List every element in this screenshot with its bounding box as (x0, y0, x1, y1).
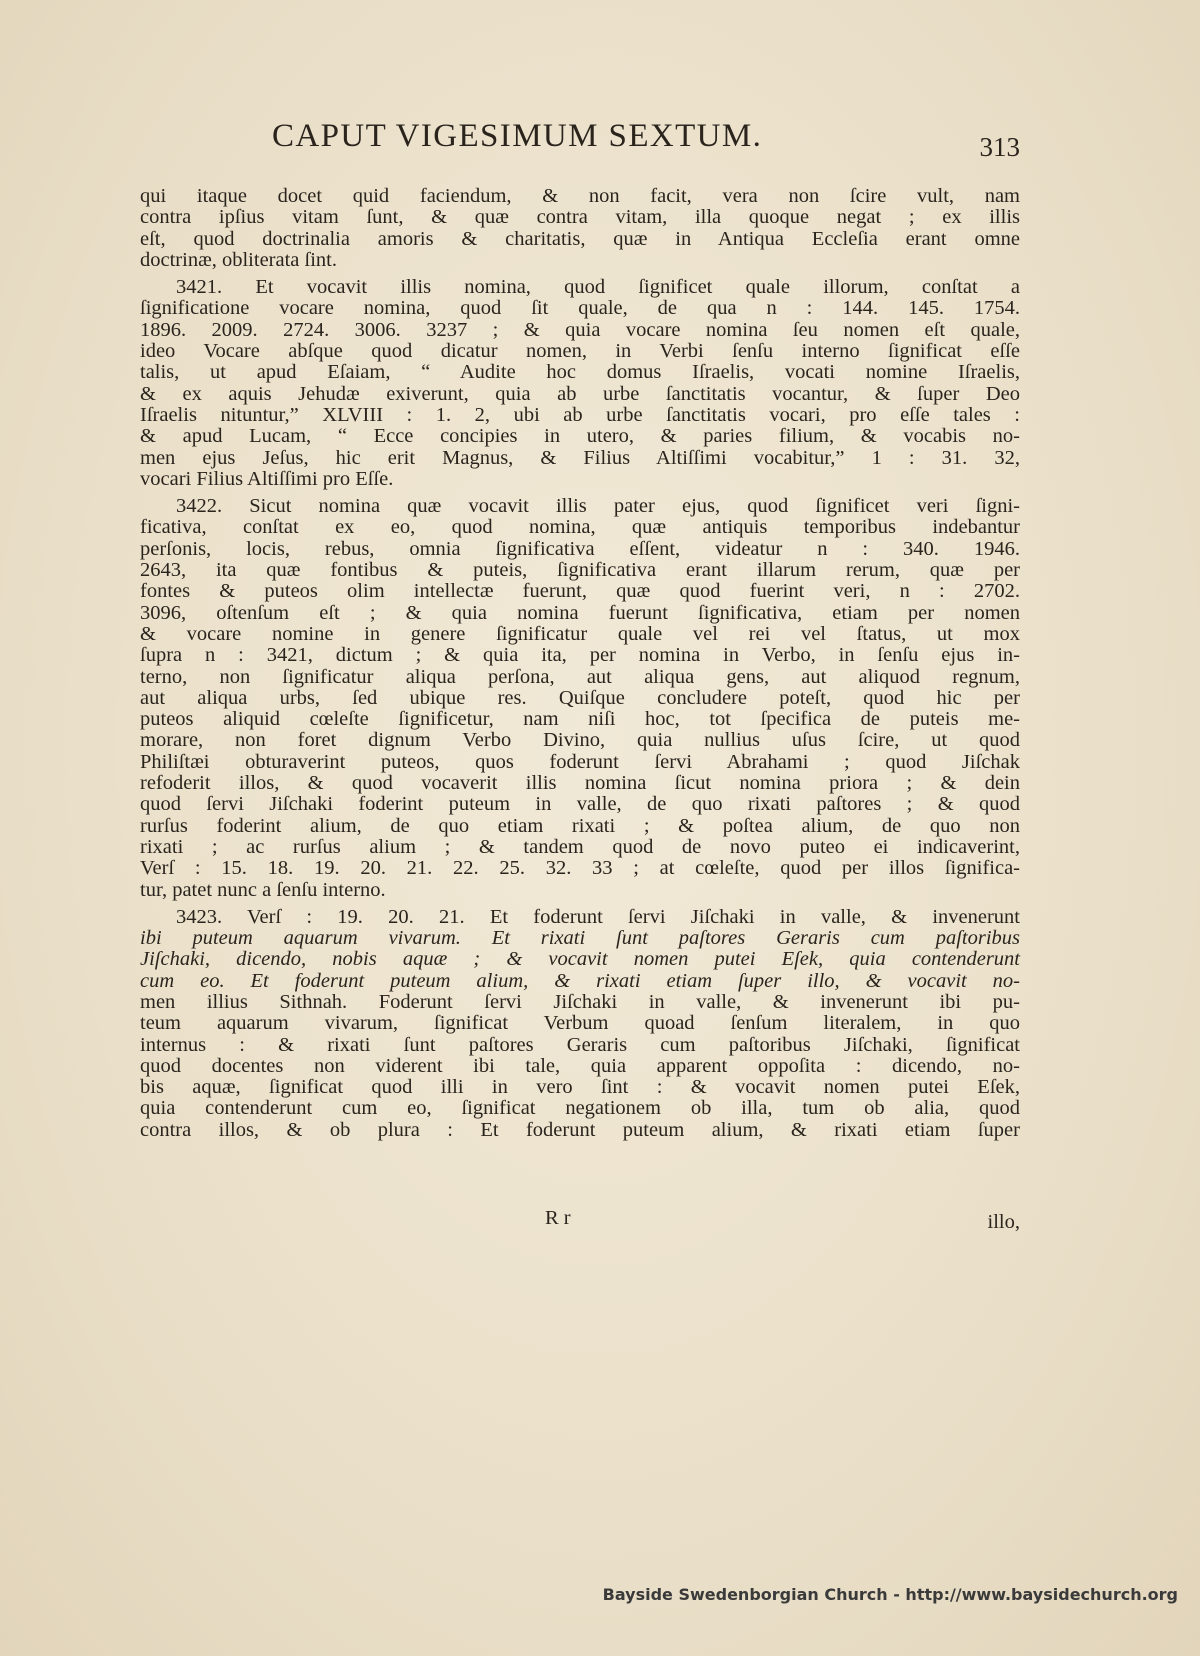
text-line: 3096, oſtenſum eſt ; & quia nomina fuerunt ſignificativa, etiam per nomen (140, 601, 1020, 624)
text-line: rixati ; ac rurſus alium ; & tandem quod de novo puteo ei indicaverint, (140, 835, 1020, 858)
paragraph-3423-start: 3423. Verſ : 19. 20. 21. Et foderunt ſervi Jiſchaki in valle, & invenerunt (176, 905, 1020, 928)
paragraph-3421-start: 3421. Et vocavit illis nomina, quod ſignificet quale illorum, conſtat a (176, 276, 1020, 299)
text-line: teum aquarum vivarum, ſignificat Verbum quoad ſenſum literalem, in quo (140, 1012, 1020, 1035)
text-line: ſignificatione vocare nomina, quod ſit quale, de qua n : 144. 145. 1754. (140, 297, 1020, 320)
text-line: Iſraelis nituntur,” XLVIII : 1. 2, ubi ab urbe ſanctitatis vocari, pro eſſe tales : (140, 403, 1020, 426)
text-line: ideo Vocare abſque quod dicatur nomen, in Verbi ſenſu interno ſignificat eſſe (140, 340, 1020, 363)
running-title: CAPUT VIGESIMUM SEXTUM. (272, 118, 763, 154)
text-line: men illius Sithnah. Foderunt ſervi Jiſchaki in valle, & invenerunt ibi pu- (140, 990, 1020, 1013)
text-line: tur, patet nunc a ſenſu interno. (140, 878, 386, 901)
text-line: bis aquæ, ſignificat quod illi in vero ſint : & vocavit nomen putei Eſek, (140, 1076, 1020, 1099)
page-footer (140, 1207, 1020, 1237)
signature-mark: R r (545, 1207, 571, 1229)
text-line: 1896. 2009. 2724. 3006. 3237 ; & quia vocare nomina ſeu nomen eſt quale, (140, 318, 1020, 341)
text-line: Philiſtæi obturaverint puteos, quos foderunt ſervi Abrahami ; quod Jiſchak (140, 750, 1020, 773)
text-line: terno, non ſignificatur aliqua perſona, aut aliqua gens, aut aliquod regnum, (140, 665, 1020, 688)
paragraph-3422-start: 3422. Sicut nomina quæ vocavit illis pater ejus, quod ſignificet veri ſigni- (176, 495, 1020, 518)
text-line: Verſ : 15. 18. 19. 20. 21. 22. 25. 32. 33 ; at cœleſte, quod per illos ſignifica- (140, 857, 1020, 880)
watermark: Bayside Swedenborgian Church - http://www.baysidechurch.org (602, 1585, 1178, 1604)
text-line: & vocare nomine in genere ſignificatur quale vel rei vel ſtatus, ut mox (140, 622, 1020, 645)
text-line: perſonis, locis, rebus, omnia ſignificativa eſſent, videatur n : 340. 1946. (140, 537, 1020, 560)
text-line: quod docentes non viderent ibi tale, quia apparent oppoſita : dicendo, no- (140, 1054, 1020, 1077)
text-line-italic: cum eo. Et foderunt puteum alium, & rixati etiam ſuper illo, & vocavit no- (140, 969, 1020, 992)
text-line: doctrinæ, obliterata ſint. (140, 248, 337, 271)
text-line: refoderit illos, & quod vocaverit illis nomina ſicut nomina priora ; & dein (140, 772, 1020, 795)
text-line: contra ipſius vitam ſunt, & quæ contra vitam, illa quoque negat ; ex illis (140, 206, 1020, 229)
text-line: internus : & rixati ſunt paſtores Geraris cum paſtoribus Jiſchaki, ſignificat (140, 1033, 1020, 1056)
text-line: ſupra n : 3421, dictum ; & quia ita, per nomina in Verbo, in ſenſu ejus in- (140, 644, 1020, 667)
text-line: talis, ut apud Eſaiam, “ Audite hoc domus Iſraelis, vocati nomine Iſraelis, (140, 361, 1020, 384)
text-line: qui itaque docet quid faciendum, & non facit, vera non ſcire vult, nam (140, 185, 1020, 207)
catchword: illo, (987, 1211, 1020, 1233)
page-header (140, 118, 1020, 182)
text-line: fontes & puteos olim intellectæ fuerunt, quæ quod fuerint veri, n : 2702. (140, 580, 1020, 603)
text-line-italic: Jiſchaki, dicendo, nobis aquæ ; & vocavit nomen putei Eſek, quia contenderunt (140, 948, 1020, 971)
text-line: quod ſervi Jiſchaki foderint puteum in valle, de quo rixati paſtores ; & quod (140, 793, 1020, 816)
text-line-italic: ibi puteum aquarum vivarum. Et rixati ſunt paſtores Geraris cum paſtoribus (140, 927, 1020, 950)
text-line: men ejus Jeſus, hic erit Magnus, & Filius Altiſſimi vocabitur,” 1 : 31. 32, (140, 446, 1020, 469)
text-line: puteos aliquid cœleſte ſignificetur, nam niſi hoc, tot ſpecifica de puteis me- (140, 708, 1020, 731)
text-line: ficativa, conſtat ex eo, quod nomina, quæ antiquis temporibus indebantur (140, 516, 1020, 539)
text-line: eſt, quod doctrinalia amoris & charitatis, quæ in Antiqua Eccleſia erant omne (140, 227, 1020, 250)
text-line: quia contenderunt cum eo, ſignificat negationem ob illa, tum ob alia, quod (140, 1097, 1020, 1120)
text-line: & apud Lucam, “ Ecce concipies in utero, & paries filium, & vocabis no- (140, 425, 1020, 448)
text-line: 2643, ita quæ fontibus & puteis, ſignificativa erant illarum rerum, quæ per (140, 559, 1020, 582)
text-line: rurſus foderint alium, de quo etiam rixati ; & poſtea alium, de quo non (140, 814, 1020, 837)
text-line: aut aliqua urbs, ſed ubique res. Quiſque concludere poteſt, quod hic per (140, 686, 1020, 709)
page-number: 313 (979, 132, 1020, 162)
text-line: morare, non foret dignum Verbo Divino, quia nullius uſus ſcire, ut quod (140, 729, 1020, 752)
text-line: & ex aquis Jehudæ exiverunt, quia ab urbe ſanctitatis vocantur, & ſuper Deo (140, 382, 1020, 405)
text-line: vocari Filius Altiſſimi pro Eſſe. (140, 467, 394, 490)
text-line: contra illos, & ob plura : Et foderunt puteum alium, & rixati etiam ſuper (140, 1118, 1020, 1141)
page-body-text (140, 186, 1020, 1141)
